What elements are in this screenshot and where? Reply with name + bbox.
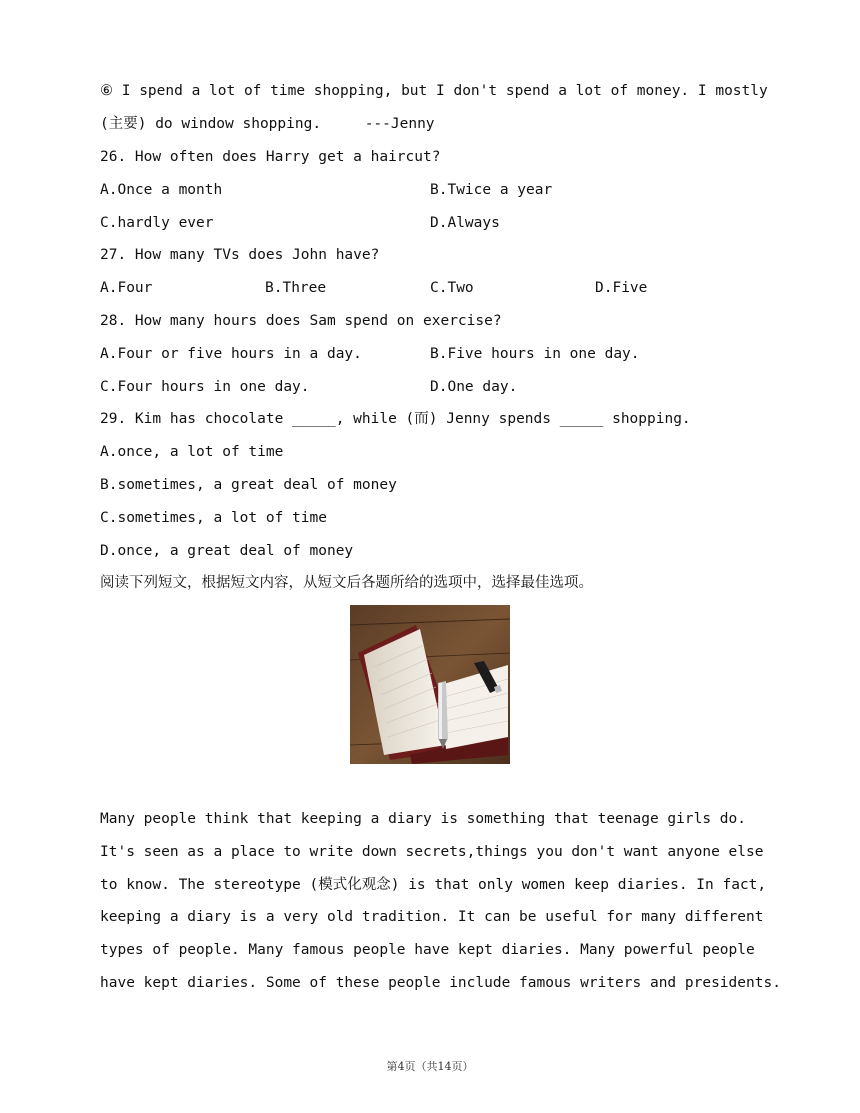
passage-line-3: to know. The stereotype (模式化观念) is that only women keep diaries. In fact, [100,877,767,893]
question-26-option-a: A.Once a month [100,182,223,198]
intro-line-2: (主要) do window shopping. ---Jenny [100,116,435,132]
question-28-option-d: D.One day. [430,379,518,395]
question-27-option-d: D.Five [595,280,648,296]
question-26-option-d: D.Always [430,215,500,231]
question-27-option-b: B.Three [265,280,327,296]
question-29-option-d: D.once, a great deal of money [100,543,354,559]
question-28-stem: 28. How many hours does Sam spend on exercise? [100,313,502,329]
question-27-option-c: C.Two [430,280,474,296]
question-29-option-b: B.sometimes, a great deal of money [100,477,397,493]
question-27-stem: 27. How many TVs does John have? [100,247,380,263]
question-29-option-c: C.sometimes, a lot of time [100,510,327,526]
question-27-option-a: A.Four [100,280,153,296]
passage-line-2: It's seen as a place to write down secrets,things you don't want anyone else [100,844,764,860]
question-26-stem: 26. How often does Harry get a haircut? [100,149,441,165]
question-26-option-b: B.Twice a year [430,182,553,198]
passage-line-6: have kept diaries. Some of these people include famous writers and presidents. [100,975,781,991]
question-29-option-a: A.once, a lot of time [100,444,284,460]
question-28-option-c: C.Four hours in one day. [100,379,310,395]
question-28-option-b: B.Five hours in one day. [430,346,640,362]
question-29-stem: 29. Kim has chocolate _____, while (而) Jenny spends _____ shopping. [100,411,691,427]
question-26-option-c: C.hardly ever [100,215,214,231]
passage-line-4: keeping a diary is a very old tradition. It can be useful for many different [100,909,764,925]
reading-instructions: 阅读下列短文，根据短文内容，从短文后各题所给的选项中，选择最佳选项。 [100,575,593,591]
passage-line-1: Many people think that keeping a diary is something that teenage girls do. [100,811,747,827]
intro-line-1: ⑥ I spend a lot of time shopping, but I don't spend a lot of money. I mostly [100,83,768,99]
page-footer: 第4页（共14页） [386,1060,474,1073]
passage-line-5: types of people. Many famous people have kept diaries. Many powerful people [100,942,755,958]
question-28-option-a: A.Four or five hours in a day. [100,346,362,362]
notebook-photo [350,605,510,764]
